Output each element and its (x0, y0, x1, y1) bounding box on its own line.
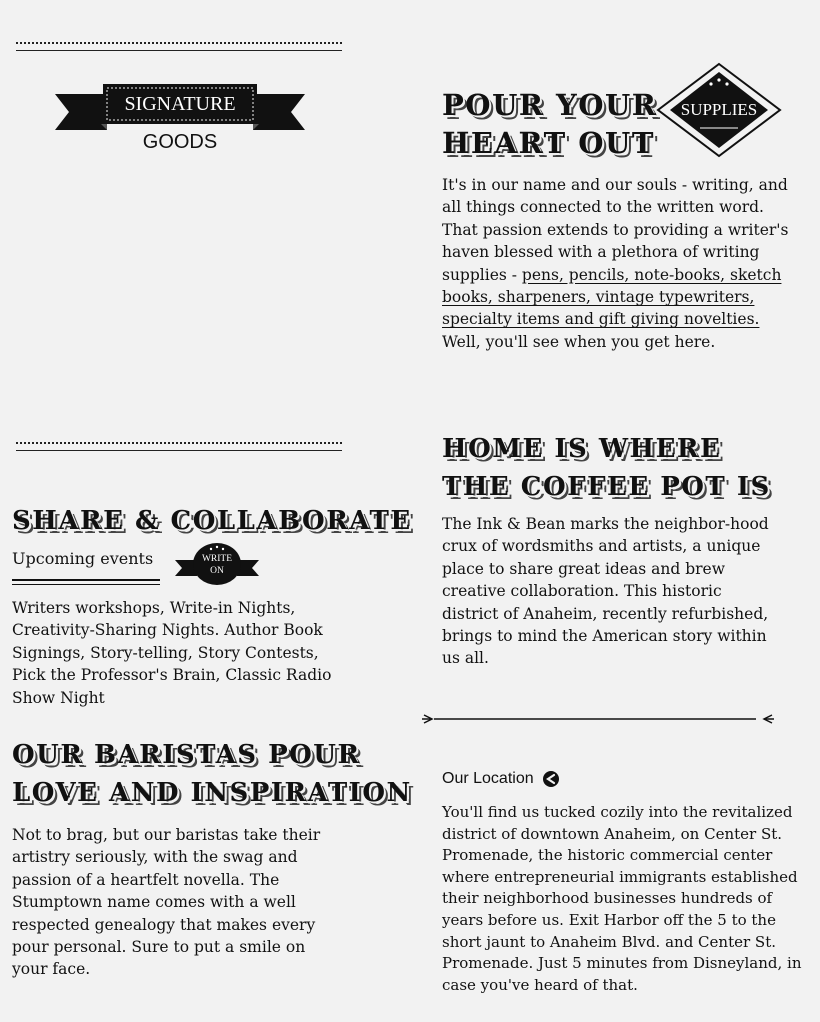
home-title-line2: THE COFFEE POT IS (442, 472, 771, 502)
share-text: Writers workshops, Write-in Nights, Creativity-Sharing Nights. Author Book Signings, Story-telling, Story Contests, Pick the Professor's Brain, Classic Radio Show Night (12, 599, 332, 707)
pour-title-line2: HEART OUT (442, 126, 655, 160)
signature-label: SIGNATURE (124, 93, 236, 115)
write-on-label-line1: WRITE (201, 554, 233, 564)
pour-text-outro: Well, you'll see when you get here. (442, 332, 716, 351)
baristas-title-line1: OUR BARISTAS POUR (12, 740, 361, 770)
baristas-title-line2: LOVE AND INSPIRATION (12, 778, 412, 808)
baristas-heading (12, 736, 412, 812)
share-title: SHARE & COLLABORATE (12, 506, 412, 536)
arrow-icon (542, 770, 560, 788)
write-on-badge (175, 542, 259, 586)
home-text: The Ink & Bean marks the neighbor-hood crux of wordsmiths and artists, a unique place to share great ideas and brew creative collaboration. This historic district of Anaheim, recently refurbished, brings to mind the American story within us all. (442, 515, 769, 668)
location-text: You'll find us tucked cozily into the revitalized district of downtown Anaheim, on Center St. Promenade, the historic commercial center where entrepreneurial immigrants established their neighborhood businesses hundreds of years before us. Exit Harbor off the 5 to the short jaunt to Anaheim Blvd. and Center St. Promenade. Just 5 minutes from Disneyland, in case you've heard of that. (442, 803, 802, 994)
share-subtitle-underline (12, 579, 160, 585)
pour-text-intro: It's in our name and our souls - writing, and all things connected to the written word. That passion extends to providing a writer's haven blessed with a plethora of writing supplies - (442, 176, 789, 284)
pour-heading (442, 86, 662, 162)
divider-middle-left (16, 442, 342, 451)
home-heading (442, 430, 782, 506)
pour-title-line1: POUR YOUR (442, 88, 658, 122)
location-heading (442, 767, 560, 791)
supplies-badge (656, 62, 782, 158)
arrow-divider-graphic (420, 710, 776, 728)
pour-text (442, 174, 792, 353)
divider-top-left (16, 42, 342, 51)
write-on-label-line2: ON (210, 566, 224, 576)
baristas-text: Not to brag, but our baristas take their artistry seriously, with the swag and passion of a heartfelt novella. The Stumptown name comes with a well respected genealogy that makes every pour personal. Sure to put a smile on your face. (12, 826, 321, 979)
location-title: Our Location (442, 770, 534, 787)
supplies-link[interactable]: pens, pencils, note-books, sketch books, sharpeners, vintage typewriters, specialty items and gift giving novelties. (442, 265, 782, 329)
share-subtitle: Upcoming events (12, 549, 154, 568)
arrow-divider (420, 710, 776, 728)
signature-goods-banner (55, 80, 305, 160)
home-title-line1: HOME IS WHERE (442, 434, 722, 464)
supplies-label: SUPPLIES (680, 100, 758, 119)
goods-label: GOODS (142, 131, 218, 153)
